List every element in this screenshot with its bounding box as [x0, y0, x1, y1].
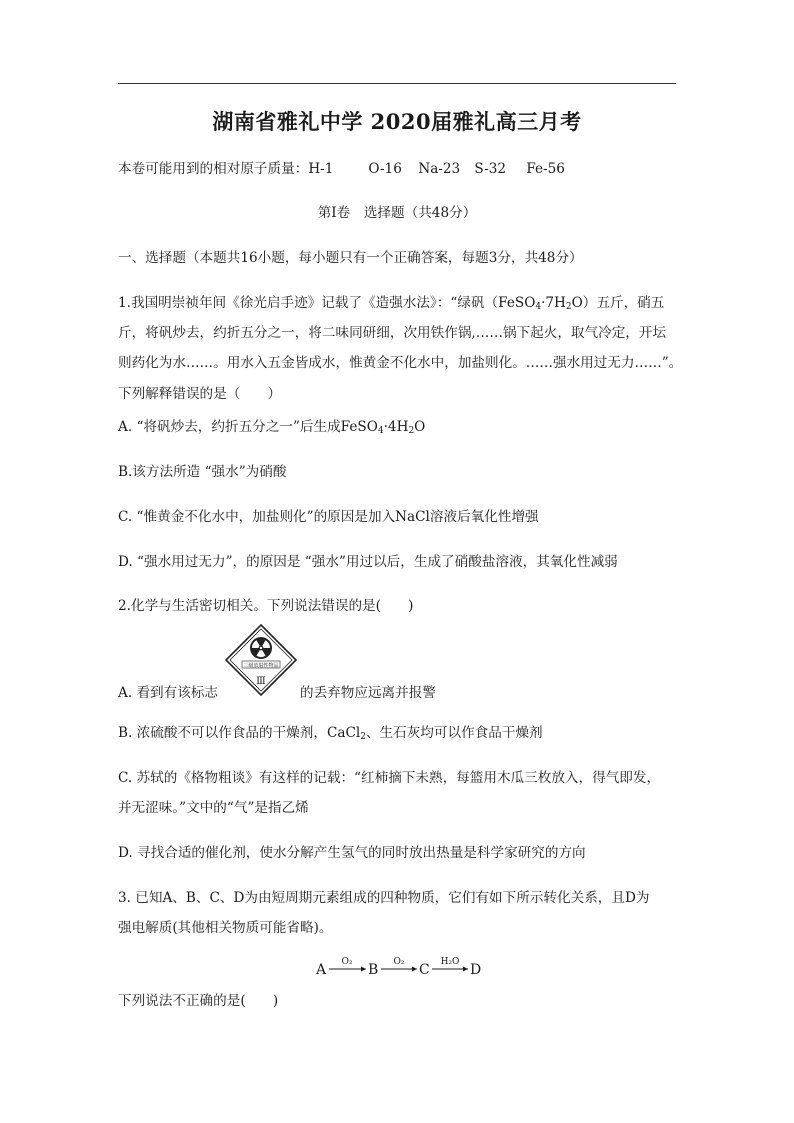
- atomic-mass-h: H-1: [308, 161, 334, 177]
- q2-option-a-post: 的丢弃物应远离并报警: [300, 685, 436, 701]
- atomic-mass-label: 本卷可能用到的相对原子质量：: [118, 161, 309, 177]
- atomic-mass-s: S-32: [474, 161, 507, 177]
- atomic-mass-line: [118, 159, 678, 179]
- q1-option-a-text: ·4H: [383, 419, 409, 435]
- q1-text: 1.我国明崇祯年间《徐光启手迹》记载了《造强水法》：“绿矾（FeSO: [118, 295, 536, 311]
- exam-title: 湖南省雅礼中学 2020届雅礼高三月考: [212, 109, 582, 134]
- reagent-1: O₂: [341, 957, 353, 967]
- q2-option-b-text: B. 浓硫酸不可以作食品的干燥剂，CaCl: [118, 725, 361, 741]
- atomic-mass-o: O-16: [368, 161, 402, 177]
- reagent-3: H₂O: [440, 957, 460, 967]
- q3-stem-line1: 3. 已知A、B、C、D为由短周期元素组成的四种物质，它们有如下所示转化关系，且D为: [118, 890, 650, 906]
- q2-option-a-pre: A. 看到有该标志: [118, 685, 219, 701]
- q1-stem-line3: 则药化为水……。用水入五金皆成水，惟黄金不化水中，加盐则化。……强水用过无力……”。: [118, 355, 683, 371]
- species-a: A: [316, 962, 327, 978]
- q3-stem-line2: 强电解质(其他相关物质可能省略)。: [118, 920, 333, 936]
- q1-option-b: B.该方法所造 “强水”为硝酸: [118, 464, 287, 480]
- q1-stem-line2: 斤，将矾炒去，约折五分之一，将二味同研细，次用铁作锅,……锅下起火，取气冷定，开坛: [118, 325, 667, 341]
- atomic-mass-fe: Fe-56: [526, 161, 565, 177]
- hazard-label: 三级放射性物品: [243, 663, 279, 669]
- q2-option-b-subscript: 2: [360, 732, 366, 742]
- q1-stem-line4: 下列解释错误的是（ ）: [118, 386, 282, 402]
- q2-stem: 2.化学与生活密切相关。下列说法错误的是( ): [118, 598, 414, 614]
- species-c: C: [419, 962, 430, 978]
- q1-option-a: [118, 417, 678, 437]
- q1-option-a-text: O: [414, 419, 426, 435]
- q2-option-c-line2: 并无涩味。”文中的“气”是指乙烯: [118, 800, 309, 816]
- atomic-mass-na: Na-23: [418, 161, 461, 177]
- q1-stem-line1: [118, 293, 678, 313]
- q1-text: ·7H: [541, 295, 566, 311]
- q1-option-d: D. “强水用过无力”，的原因是 “强水”用过以后，生成了硝酸盐溶液，其氧化性减弱: [118, 554, 618, 570]
- conversion-equation: [314, 952, 486, 978]
- header-rule: [118, 83, 676, 84]
- reagent-2: O₂: [393, 957, 405, 967]
- q2-option-a: [118, 683, 678, 703]
- q2-option-d: D. 寻找合适的催化剂，使水分解产生氢气的同时放出热量是科学家研究的方向: [118, 845, 586, 861]
- species-d: D: [470, 962, 482, 978]
- q1-option-c: C. “惟黄金不化水中，加盐则化”的原因是加入NaCl溶液后氧化性增强: [118, 509, 539, 525]
- q3-question: 下列说法不正确的是( ): [118, 993, 279, 1009]
- hazard-class: Ⅲ: [256, 676, 266, 687]
- q2-option-c-line1: C. 苏轼的《格物粗谈》有这样的记载：“红柿摘下未熟，每篮用木瓜三枚放入，得气即发，: [118, 770, 661, 786]
- q1-option-a-text: A. “将矾炒去，约折五分之一”后生成FeSO: [118, 419, 378, 435]
- q1-option-a-subscript: 4: [377, 426, 384, 436]
- part-heading: 一、选择题（本题共16小题，每小题只有一个正确答案，每题3分，共48分）: [118, 250, 583, 266]
- q2-option-b: [118, 723, 678, 743]
- equation-svg: [314, 952, 486, 978]
- species-b: B: [368, 962, 379, 978]
- q1-option-a-subscript: 2: [408, 426, 415, 436]
- q2-option-b-text: 、生石灰均可以作食品干燥剂: [365, 725, 543, 741]
- q1-subscript: 4: [535, 302, 542, 312]
- section-title: 第Ⅰ卷 选择题（共48分）: [317, 205, 477, 221]
- q1-subscript: 2: [565, 302, 572, 312]
- q1-text: O）五斤，硝五: [571, 295, 665, 311]
